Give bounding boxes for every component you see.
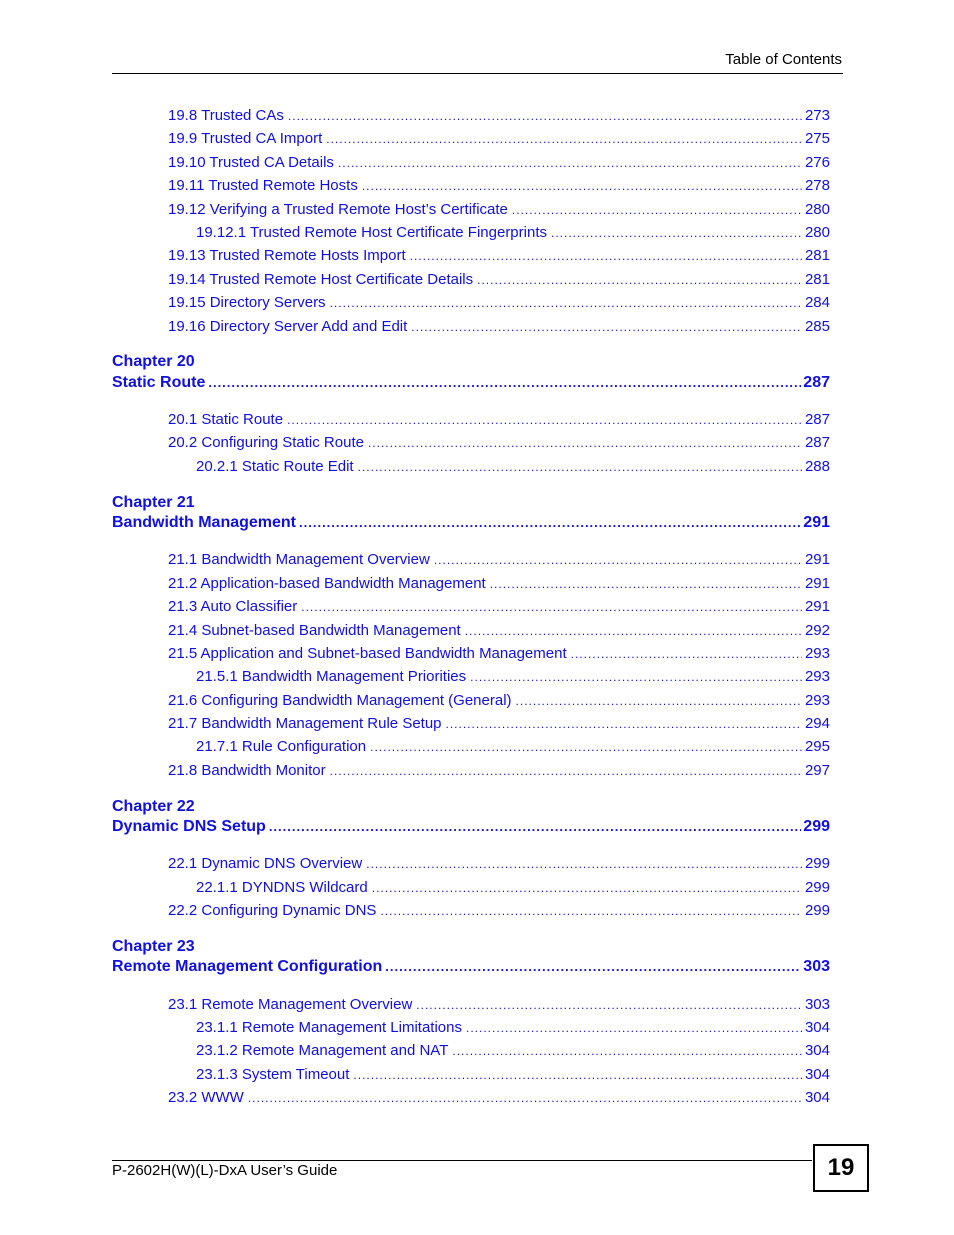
toc-entry-title: 23.1.2 Remote Management and NAT — [196, 1042, 449, 1059]
chapter-title-entry[interactable] — [112, 374, 830, 392]
toc-entry[interactable] — [168, 855, 830, 875]
toc-entry[interactable] — [168, 622, 830, 642]
chapter-title-entry[interactable] — [112, 818, 830, 836]
toc-entry-page: 304 — [804, 1066, 830, 1083]
page-number: 19 — [827, 1154, 855, 1181]
toc-entry-title: 19.12.1 Trusted Remote Host Certificate Fingerprints — [196, 224, 547, 241]
dot-leader — [330, 296, 802, 310]
header-section-title: Table of Contents — [725, 51, 842, 68]
dot-leader — [366, 857, 802, 871]
dot-leader — [416, 998, 802, 1012]
dot-leader — [358, 460, 802, 474]
dot-leader — [516, 694, 802, 708]
toc-entry-title: 23.2 WWW — [168, 1089, 244, 1106]
toc-entry[interactable] — [168, 598, 830, 618]
toc-entry[interactable] — [168, 551, 830, 571]
toc-entry-page: 275 — [804, 130, 830, 147]
toc-entry-page: 280 — [804, 224, 830, 241]
toc-entry-page: 293 — [804, 668, 830, 685]
toc-entry-page: 294 — [804, 715, 830, 732]
toc-entry[interactable] — [168, 575, 830, 595]
toc-entry-page: 291 — [804, 598, 830, 615]
toc-entry-title: 23.1 Remote Management Overview — [168, 996, 413, 1013]
dot-leader — [465, 624, 802, 638]
toc-entry[interactable] — [168, 107, 830, 127]
toc-entry-title: 21.2 Application-based Bandwidth Management — [168, 575, 486, 592]
toc-entry-title: 19.14 Trusted Remote Host Certificate Details — [168, 271, 474, 288]
toc-entry-page: 276 — [804, 154, 830, 171]
toc-entry[interactable] — [168, 902, 830, 922]
toc-entry[interactable] — [196, 1042, 830, 1062]
toc-entry-title: 19.13 Trusted Remote Hosts Import — [168, 247, 406, 264]
dot-leader — [477, 273, 802, 287]
toc-entry-page: 299 — [804, 879, 830, 896]
dot-leader — [362, 179, 802, 193]
toc-entry[interactable] — [196, 738, 830, 758]
dot-leader — [411, 320, 802, 334]
toc-entry[interactable] — [168, 762, 830, 782]
toc-entry-page: 295 — [804, 738, 830, 755]
dot-leader — [466, 1021, 802, 1035]
dot-leader — [372, 881, 802, 895]
dot-leader — [269, 819, 801, 834]
toc-entry-title: 22.1.1 DYNDNS Wildcard — [196, 879, 368, 896]
toc-entry-page: 273 — [804, 107, 830, 124]
footer-rule — [112, 1160, 812, 1161]
toc-entry-title: 19.16 Directory Server Add and Edit — [168, 318, 408, 335]
chapter-title: Bandwidth Management — [112, 514, 297, 531]
toc-entry[interactable] — [196, 879, 830, 899]
toc-entry-page: 297 — [804, 762, 830, 779]
dot-leader — [326, 132, 802, 146]
toc-entry-title: 19.12 Verifying a Trusted Remote Host’s Certificate — [168, 201, 508, 218]
dot-leader — [571, 647, 802, 661]
toc-entry-title: 21.4 Subnet-based Bandwidth Management — [168, 622, 461, 639]
toc-entry[interactable] — [196, 668, 830, 688]
chapter-title: Dynamic DNS Setup — [112, 818, 266, 835]
toc-entry-page: 287 — [804, 434, 830, 451]
dot-leader — [446, 717, 802, 731]
dot-leader — [490, 577, 802, 591]
toc-entry[interactable] — [168, 130, 830, 150]
toc-entry-page: 304 — [804, 1042, 830, 1059]
toc-entry-title: 19.11 Trusted Remote Hosts — [168, 177, 358, 194]
toc-entry[interactable] — [196, 1066, 830, 1086]
toc-entry-title: 19.9 Trusted CA Import — [168, 130, 323, 147]
dot-leader — [353, 1068, 802, 1082]
chapter-title-entry[interactable] — [112, 958, 830, 976]
toc-entry-page: 281 — [804, 247, 830, 264]
toc-entry-title: 21.1 Bandwidth Management Overview — [168, 551, 430, 568]
toc-entry-title: 21.7 Bandwidth Management Rule Setup — [168, 715, 442, 732]
toc-entry-title: 22.1 Dynamic DNS Overview — [168, 855, 363, 872]
toc-entry[interactable] — [168, 645, 830, 665]
dot-leader — [208, 375, 801, 390]
toc-entry-page: 291 — [804, 551, 830, 568]
toc-entry-title: 19.10 Trusted CA Details — [168, 154, 334, 171]
toc-entry[interactable] — [168, 411, 830, 431]
chapter-title: Remote Management Configuration — [112, 958, 383, 975]
chapter-page: 287 — [803, 374, 830, 391]
toc-entry-title: 20.2.1 Static Route Edit — [196, 458, 354, 475]
toc-entry-title: 20.2 Configuring Static Route — [168, 434, 364, 451]
toc-entry-title: 22.2 Configuring Dynamic DNS — [168, 902, 377, 919]
chapter-page: 299 — [803, 818, 830, 835]
dot-leader — [248, 1091, 802, 1105]
toc-entry[interactable] — [196, 458, 830, 478]
toc-entry[interactable] — [168, 318, 830, 338]
dot-leader — [338, 156, 802, 170]
toc-entry-page: 292 — [804, 622, 830, 639]
chapter-label[interactable]: Chapter 23 — [112, 938, 195, 955]
dot-leader — [299, 515, 801, 530]
toc-entry-title: 21.7.1 Rule Configuration — [196, 738, 367, 755]
toc-entry-title: 21.5.1 Bandwidth Management Priorities — [196, 668, 467, 685]
dot-leader — [370, 740, 802, 754]
toc-entry-title: 21.6 Configuring Bandwidth Management (General) — [168, 692, 512, 709]
dot-leader — [288, 109, 802, 123]
dot-leader — [434, 553, 802, 567]
toc-entry-title: 19.15 Directory Servers — [168, 294, 326, 311]
toc-entry-page: 304 — [804, 1019, 830, 1036]
toc-entry-page: 291 — [804, 575, 830, 592]
dot-leader — [287, 413, 802, 427]
toc-entry-title: 21.3 Auto Classifier — [168, 598, 298, 615]
chapter-page: 303 — [803, 958, 830, 975]
toc-entry[interactable] — [168, 271, 830, 291]
footer-guide-title: P-2602H(W)(L)-DxA User’s Guide — [112, 1162, 338, 1179]
toc-entry-page: 280 — [804, 201, 830, 218]
toc-entry-page: 285 — [804, 318, 830, 335]
toc-entry-title: 21.5 Application and Subnet-based Bandwidth Management — [168, 645, 567, 662]
toc-entry[interactable] — [168, 692, 830, 712]
toc-entry-page: 293 — [804, 692, 830, 709]
page-number-box — [813, 1144, 869, 1192]
chapter-page: 291 — [803, 514, 830, 531]
dot-leader — [385, 959, 801, 974]
dot-leader — [301, 600, 802, 614]
toc-entry-title: 20.1 Static Route — [168, 411, 284, 428]
toc-entry[interactable] — [168, 294, 830, 314]
toc-entry-page: 293 — [804, 645, 830, 662]
chapter-label[interactable]: Chapter 20 — [112, 353, 195, 370]
toc-entry-page: 281 — [804, 271, 830, 288]
toc-entry-title: 21.8 Bandwidth Monitor — [168, 762, 326, 779]
dot-leader — [452, 1044, 802, 1058]
dot-leader — [380, 904, 802, 918]
toc-entry-title: 23.1.1 Remote Management Limitations — [196, 1019, 462, 1036]
toc-entry-page: 284 — [804, 294, 830, 311]
toc-entry[interactable] — [168, 177, 830, 197]
toc-entry[interactable] — [196, 1019, 830, 1039]
chapter-label[interactable]: Chapter 22 — [112, 798, 195, 815]
toc-entry[interactable] — [168, 247, 830, 267]
toc-entry[interactable] — [168, 715, 830, 735]
toc-entry-page: 303 — [804, 996, 830, 1013]
chapter-title: Static Route — [112, 374, 206, 391]
dot-leader — [368, 436, 802, 450]
dot-leader — [410, 249, 802, 263]
toc-entry-title: 23.1.3 System Timeout — [196, 1066, 350, 1083]
chapter-label[interactable]: Chapter 21 — [112, 494, 195, 511]
dot-leader — [330, 764, 802, 778]
dot-leader — [512, 203, 802, 217]
toc-entry-page: 287 — [804, 411, 830, 428]
toc-entry-page: 299 — [804, 855, 830, 872]
toc-entry[interactable] — [168, 996, 830, 1016]
dot-leader — [470, 670, 802, 684]
toc-entry-page: 299 — [804, 902, 830, 919]
toc-entry[interactable] — [168, 154, 830, 174]
dot-leader — [551, 226, 802, 240]
toc-entry-page: 278 — [804, 177, 830, 194]
chapter-title-entry[interactable] — [112, 514, 830, 532]
toc-entry-title: 19.8 Trusted CAs — [168, 107, 284, 124]
toc-entry[interactable] — [168, 1089, 830, 1109]
toc-entry-page: 288 — [804, 458, 830, 475]
toc-entry[interactable] — [168, 434, 830, 454]
toc-entry[interactable] — [168, 201, 830, 221]
toc-entry-page: 304 — [804, 1089, 830, 1106]
toc-entry[interactable] — [196, 224, 830, 244]
